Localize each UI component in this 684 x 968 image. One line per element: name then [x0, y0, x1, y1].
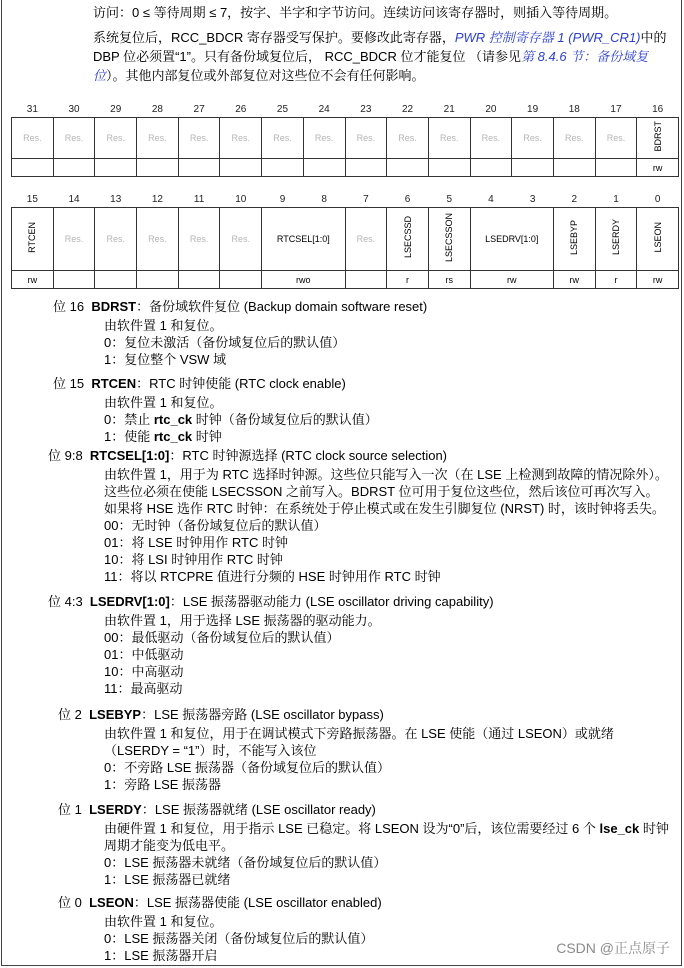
- reserved-cell: Res.: [428, 118, 470, 159]
- access-cell: [95, 271, 137, 289]
- bit0-val0: 0：LSE 振荡器关闭（备份域复位后的默认值）: [104, 931, 374, 946]
- bit-num: 10: [235, 194, 247, 205]
- reset-note-c: ）。其他内部复位或外部复位对这些位不会有任何影响。: [106, 68, 425, 83]
- reserved-cell: Res.: [345, 208, 387, 271]
- bit-num: 29: [110, 104, 122, 115]
- reserved-cell: Res.: [137, 208, 179, 271]
- access-note: 访问：0 ≤ 等待周期 ≤ 7，按字、半字和字节访问。连续访问该寄存器时，则插入等待周期。: [93, 5, 618, 20]
- bit-num: 27: [193, 104, 205, 115]
- text: 1：使能: [104, 429, 154, 444]
- bit98-desc1: 由软件置 1，用于为 RTC 选择时钟源。这些位只能写入一次（在 LSE 上检测到故障的情况除外）。: [104, 467, 668, 482]
- signal-name: rtc_ck: [153, 429, 193, 444]
- bit98-val01: 01：将 LSE 时钟用作 RTC 时钟: [104, 535, 288, 550]
- access-cell: [262, 159, 304, 177]
- bit0-val1: 1：LSE 振荡器开启: [104, 948, 218, 963]
- bit0-desc: 由软件置 1 和复位。: [104, 914, 223, 929]
- bit43-desc: 由软件置 1，用于选择 LSE 振荡器的驱动能力。: [104, 613, 381, 628]
- lseon-cell: [637, 208, 679, 271]
- access-cell: [178, 159, 220, 177]
- access-cell: [387, 159, 429, 177]
- bit-title: ：备份域软件复位 (Backup domain software reset): [136, 299, 428, 314]
- reserved-cell: Res.: [553, 118, 595, 159]
- bit-num: 31: [26, 104, 38, 115]
- bit-name: BDRST: [91, 299, 137, 314]
- bit-num: 12: [151, 194, 163, 205]
- rtcsel-label: RTCSEL[1:0]: [262, 208, 345, 271]
- bit-num: 1: [613, 194, 619, 205]
- bit15-desc: 由软件置 1 和复位。: [104, 395, 223, 410]
- bit-title: ：RTC 时钟使能 (RTC clock enable): [136, 376, 346, 391]
- bit0-heading: [58, 894, 382, 911]
- lserdy-cell: [595, 208, 637, 271]
- access-cell: [178, 271, 220, 289]
- bit-num: 22: [401, 104, 414, 115]
- bit1-val0: 0：LSE 振荡器未就绪（备份域复位后的默认值）: [104, 855, 387, 870]
- bdrst-access: rw: [637, 159, 679, 177]
- reset-note-b: 中的 DBP 位必须置“1”。只有备份域复位后， RCC_BDCR 位才能复位 （请参见: [93, 30, 667, 64]
- reserved-cell: Res.: [53, 208, 95, 271]
- access-cell: [303, 159, 345, 177]
- lsecssd-access: r: [387, 271, 429, 289]
- bit-name: LSEON: [89, 895, 134, 910]
- bit-num: 15: [26, 194, 38, 205]
- bit-num: 6: [404, 194, 411, 205]
- bit98-val00: 00：无时钟（备份域复位后的默认值）: [104, 518, 327, 533]
- bit-num: 2: [571, 194, 578, 205]
- watermark: CSDN @正点原子: [556, 940, 670, 956]
- reserved-cell: Res.: [178, 208, 220, 271]
- bit2-heading: [58, 706, 384, 723]
- reserved-cell: Res.: [470, 118, 512, 159]
- bdrst-label: BDRST: [652, 121, 663, 152]
- bit15-heading: [53, 375, 346, 392]
- bit-position: 位 15: [53, 376, 85, 391]
- access-cell: [12, 159, 54, 177]
- lsebyp-cell: [553, 208, 595, 271]
- reserved-cell: Res.: [512, 118, 554, 159]
- rtcen-cell: [12, 208, 54, 271]
- reserved-cell: Res.: [595, 118, 637, 159]
- text: 由硬件置 1 和复位，用于指示 LSE 已稳定。将 LSEON 设为“0”后，该位需要经过 6 个: [104, 821, 600, 836]
- register-upper: [11, 102, 679, 177]
- bit-title: ：LSE 振荡器使能 (LSE oscillator enabled): [133, 895, 382, 910]
- bit-num: 7: [363, 194, 369, 205]
- bit-name: LSEBYP: [89, 707, 142, 722]
- bit-position: 位 1: [58, 802, 82, 817]
- bit-numbers-upper: [12, 102, 679, 118]
- access-cell: [220, 159, 262, 177]
- reserved-cell: Res.: [303, 118, 345, 159]
- bit43-val11: 11：最高驱动: [104, 681, 183, 696]
- lsecsson-label: LSECSSON: [444, 212, 455, 263]
- access-cell: [595, 159, 637, 177]
- bit15-val0: [104, 411, 378, 428]
- access-lower: [12, 271, 679, 289]
- bit-num: 19: [527, 104, 539, 115]
- bit-position: 位 0: [58, 895, 82, 910]
- lsebyp-access: rw: [553, 271, 595, 289]
- access-cell: [137, 271, 179, 289]
- lseon-access: rw: [637, 271, 679, 289]
- bit-num: 24: [318, 104, 330, 115]
- bdrst-cell: [637, 118, 679, 159]
- bit43-val00: 00：最低驱动（备份域复位后的默认值）: [104, 630, 340, 645]
- access-upper: [12, 159, 679, 177]
- bit98-desc3: 如果将 HSE 选作 RTC 时钟：在系统处于停止模式或在发生引脚复位 (NRST) 时，该时钟将丢失。: [104, 501, 665, 516]
- access-cell: [470, 159, 512, 177]
- lsedrv-label: LSEDRV[1:0]: [470, 208, 553, 271]
- bit-position: 位 2: [58, 707, 82, 722]
- bit-num: 9: [279, 194, 286, 205]
- text: 0：禁止: [104, 412, 154, 427]
- bit98-desc2: 这些位必须在使能 LSECSSON 之前写入。BDRST 位可用于复位这些位，然后该位可再次写入。: [104, 484, 659, 499]
- bit-title: ：LSE 振荡器就绪 (LSE oscillator ready): [141, 802, 376, 817]
- bit2-desc2: （LSERDY = “1”）时，不能写入该位: [104, 743, 317, 758]
- lseon-label: LSEON: [652, 222, 663, 253]
- bit2-val1: 1：旁路 LSE 振荡器: [104, 777, 222, 792]
- lsecssd-cell: [387, 208, 429, 271]
- bit-title: ：RTC 时钟源选择 (RTC clock source selection): [169, 448, 448, 463]
- signal-name: rtc_ck: [153, 412, 193, 427]
- bit-num: 0: [654, 194, 661, 205]
- bit-num: 4: [488, 194, 494, 205]
- bit-num: 18: [568, 104, 580, 115]
- signal-name: lse_ck: [599, 821, 640, 836]
- access-cell: [345, 159, 387, 177]
- access-cell: [137, 159, 179, 177]
- reserved-cell: Res.: [220, 118, 262, 159]
- bit15-val1: [104, 428, 222, 445]
- lserdy-label: LSERDY: [610, 219, 621, 256]
- bit-name: LSERDY: [89, 802, 142, 817]
- bit98-val11: 11：将以 RTCPRE 值进行分频的 HSE 时钟用作 RTC 时钟: [104, 569, 441, 584]
- reserved-cell: Res.: [262, 118, 304, 159]
- bit-num: 11: [193, 194, 205, 205]
- access-cell: [512, 159, 554, 177]
- bit1-val1: 1：LSE 振荡器已就绪: [104, 872, 231, 887]
- reserved-cell: Res.: [95, 208, 137, 271]
- bit-num: 20: [485, 104, 497, 115]
- rtcen-label: RTCEN: [27, 222, 38, 253]
- bit1-heading: [58, 801, 376, 818]
- bit16-desc: 由软件置 1 和复位。: [104, 318, 223, 333]
- bit-name: RTCSEL[1:0]: [89, 448, 170, 463]
- access-cell: [53, 271, 95, 289]
- bit-num: 14: [68, 194, 80, 205]
- bit-name: RTCEN: [91, 376, 137, 391]
- access-cell: [553, 159, 595, 177]
- reserved-cell: Res.: [387, 118, 429, 159]
- bit-name: LSEDRV[1:0]: [89, 594, 170, 609]
- lserdy-access: r: [595, 271, 637, 289]
- reserved-cell: Res.: [12, 118, 54, 159]
- access-cell: [53, 159, 95, 177]
- bit-num: 25: [276, 104, 289, 115]
- bit-title: ：LSE 振荡器旁路 (LSE oscillator bypass): [141, 707, 384, 722]
- bit-num: 23: [360, 104, 372, 115]
- lsebyp-label: LSEBYP: [569, 219, 580, 256]
- lsecsson-access: rs: [428, 271, 470, 289]
- rtcen-access: rw: [12, 271, 54, 289]
- bit-names-upper: [12, 118, 679, 159]
- lsecssd-label: LSECSSD: [402, 216, 413, 259]
- bit-num: 5: [446, 194, 452, 205]
- access-cell: [345, 271, 387, 289]
- reserved-cell: Res.: [53, 118, 95, 159]
- bit43-heading: [48, 593, 494, 610]
- bit-num: 8: [321, 194, 327, 205]
- bit2-val0: 0：不旁路 LSE 振荡器（备份域复位后的默认值）: [104, 760, 391, 775]
- bit-num: 30: [68, 104, 80, 115]
- link-backup-reset[interactable]: 第 8.4.6 节：备份域复位: [93, 49, 649, 83]
- link-pwr-cr1[interactable]: PWR 控制寄存器 1 (PWR_CR1): [454, 30, 641, 45]
- bit16-val0: 0：复位未激活（备份域复位后的默认值）: [104, 335, 346, 350]
- reserved-cell: Res.: [345, 118, 387, 159]
- reset-note: [93, 28, 679, 85]
- bit98-val10: 10：将 LSI 时钟用作 RTC 时钟: [104, 552, 283, 567]
- bit43-val01: 01：中低驱动: [104, 647, 184, 662]
- bit-title: ：LSE 振荡器驱动能力 (LSE oscillator driving capability): [169, 594, 494, 609]
- bit-num: 28: [151, 104, 163, 115]
- bit-num: 3: [529, 194, 536, 205]
- bit-num: 16: [652, 104, 664, 115]
- reserved-cell: Res.: [95, 118, 137, 159]
- bit2-desc1: 由软件置 1 和复位，用于在调试模式下旁路振荡器。在 LSE 使能（通过 LSEON）或就绪: [104, 726, 614, 741]
- bit-num: 13: [110, 194, 122, 205]
- bit-position: 位 16: [53, 299, 85, 314]
- reserved-cell: Res.: [178, 118, 220, 159]
- lsedrv-access: rw: [470, 271, 553, 289]
- rtcsel-access: rwo: [262, 271, 345, 289]
- access-cell: [220, 271, 262, 289]
- bit-num: 21: [443, 104, 455, 115]
- reserved-cell: Res.: [220, 208, 262, 271]
- bit16-val1: 1：复位整个 VSW 域: [104, 352, 227, 367]
- text: 时钟周期才能变为低电平。: [104, 821, 669, 853]
- bit-position: 位 9:8: [48, 448, 83, 463]
- bit43-val10: 10：中高驱动: [104, 664, 184, 679]
- lsecsson-cell: [428, 208, 470, 271]
- bit-position: 位 4:3: [48, 594, 83, 609]
- access-cell: [428, 159, 470, 177]
- access-cell: [95, 159, 137, 177]
- text: 时钟（备份域复位后的默认值）: [192, 412, 378, 427]
- bit-num: 26: [235, 104, 247, 115]
- bit-numbers-lower: [12, 192, 679, 208]
- bit-names-lower: [12, 208, 679, 271]
- bit98-heading: [48, 447, 447, 464]
- reset-note-a: 系统复位后，RCC_BDCR 寄存器受写保护。要修改此寄存器，: [93, 30, 455, 45]
- register-lower: [11, 192, 679, 289]
- bit16-heading: [53, 298, 427, 315]
- reserved-cell: Res.: [137, 118, 179, 159]
- bit-num: 17: [610, 104, 622, 115]
- bit1-desc: [104, 820, 674, 854]
- text: 时钟: [192, 429, 222, 444]
